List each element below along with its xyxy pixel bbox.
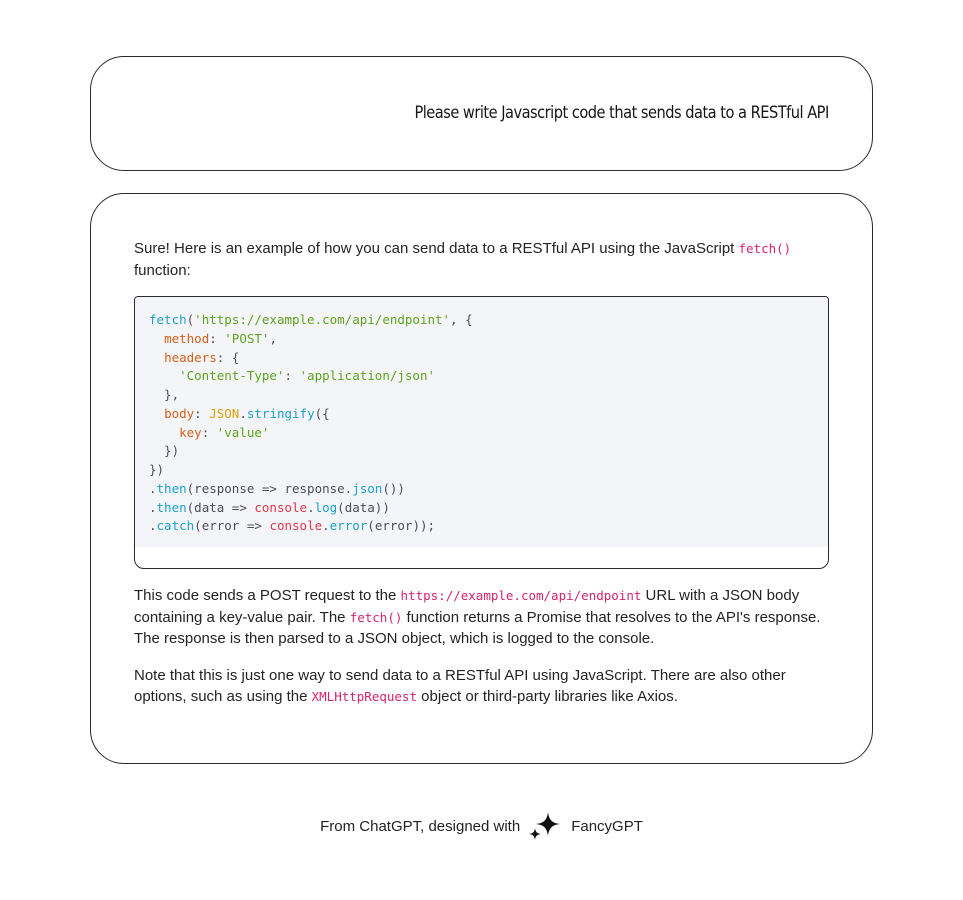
inline-code-fetch-2: fetch(): [349, 609, 403, 625]
code-line: [149, 386, 814, 405]
code-token: catch: [156, 518, 195, 534]
code-token: key: [179, 424, 202, 440]
code-token: then: [156, 499, 187, 515]
code-token: console: [254, 499, 308, 515]
code-token: .: [149, 518, 157, 534]
code-token: [149, 368, 179, 383]
code-token: .: [149, 480, 157, 496]
code-token: json: [352, 480, 383, 496]
code-token: error: [329, 518, 368, 534]
answer-body: [134, 238, 829, 708]
code-line: [149, 442, 814, 461]
code-line: [149, 330, 814, 349]
code-line: [149, 349, 814, 368]
code-token: fetch: [149, 312, 187, 327]
code-token: }): [149, 443, 180, 459]
code-token: ({: [314, 405, 330, 421]
code-token: ,: [269, 330, 277, 346]
footer-prefix: From ChatGPT, designed with: [320, 817, 521, 835]
code-line: [149, 480, 814, 499]
code-line: [149, 461, 814, 480]
code-token: .: [322, 518, 330, 534]
code-token: [149, 425, 179, 440]
code-token: headers: [164, 349, 217, 365]
code-token: .: [307, 499, 315, 515]
code-token: }): [149, 462, 165, 477]
code-line: [149, 367, 814, 386]
code-line: [149, 311, 814, 330]
code-token: (data =>: [186, 499, 255, 515]
code-token: console: [269, 518, 323, 534]
code-line: [149, 499, 814, 518]
code-line: [149, 405, 814, 424]
code-token: 'https://example.com/api/endpoint': [194, 312, 451, 327]
code-token: (error =>: [194, 518, 270, 534]
answer-intro-paragraph: [134, 238, 829, 281]
code-token: (data)): [337, 499, 390, 515]
assistant-answer-card: [90, 193, 873, 764]
note-text-2: object or third-party libraries like Axios.: [416, 688, 678, 705]
footer-brand[interactable]: FancyGPT: [571, 817, 643, 835]
explanation-text-3: function returns a Promise that resolves to the API's response. The response is then parsed to a JSON object, which is logged to the console.: [134, 608, 821, 647]
user-prompt-card: [90, 56, 873, 171]
inline-code-url: https://example.com/api/endpoint: [400, 588, 642, 603]
inline-code-fetch: fetch(): [738, 241, 792, 256]
code-token: :: [194, 405, 210, 421]
code-token: :: [209, 330, 225, 346]
code-token: [149, 350, 164, 365]
user-prompt-text: Please write Javascript code that sends data to a RESTful API: [414, 103, 829, 123]
code-token: [149, 406, 164, 421]
sparkle-icon: [528, 810, 562, 842]
code-token: : {: [216, 349, 240, 365]
code-token: , {: [450, 312, 473, 327]
code-token: log: [314, 499, 338, 515]
code-token: :: [284, 368, 300, 384]
note-paragraph: [134, 665, 829, 708]
code-token: .: [239, 405, 247, 421]
code-token: 'value': [216, 424, 270, 440]
explanation-text-2: URL with a JSON body containing a key-value pair. The: [134, 587, 800, 626]
code-token: (response => response.: [186, 480, 353, 496]
explanation-text-1: This code sends a POST request to the: [134, 587, 401, 604]
answer-intro-text: Sure! Here is an example of how you can send data to a RESTful API using the JavaScript: [134, 240, 739, 257]
code-token: .: [149, 499, 157, 515]
code-token: :: [201, 424, 217, 440]
code-token: 'application/json': [299, 368, 435, 384]
code-token: stringify: [246, 405, 315, 421]
code-line: [149, 517, 814, 536]
code-token: then: [156, 480, 187, 496]
code-token: (error));: [367, 518, 436, 534]
code-token: method: [164, 330, 210, 346]
code-content: [135, 297, 828, 547]
code-token: 'POST': [224, 330, 270, 346]
code-token: JSON: [209, 405, 240, 421]
code-token: 'Content-Type': [179, 368, 285, 384]
explanation-paragraph: [134, 585, 829, 650]
inline-code-xmlhttprequest: XMLHttpRequest: [311, 689, 417, 704]
code-token: ()): [382, 480, 405, 496]
note-text-1: Note that this is just one way to send data to a RESTful API using JavaScript. There are also other options, such as using the: [134, 666, 786, 705]
code-block[interactable]: [134, 296, 829, 569]
code-token: [149, 331, 164, 346]
code-token: (: [186, 312, 195, 327]
code-line: [149, 424, 814, 443]
code-token: body: [164, 405, 195, 421]
answer-intro-text-end: function:: [134, 261, 191, 279]
code-token: },: [149, 387, 180, 402]
footer: [0, 810, 963, 842]
